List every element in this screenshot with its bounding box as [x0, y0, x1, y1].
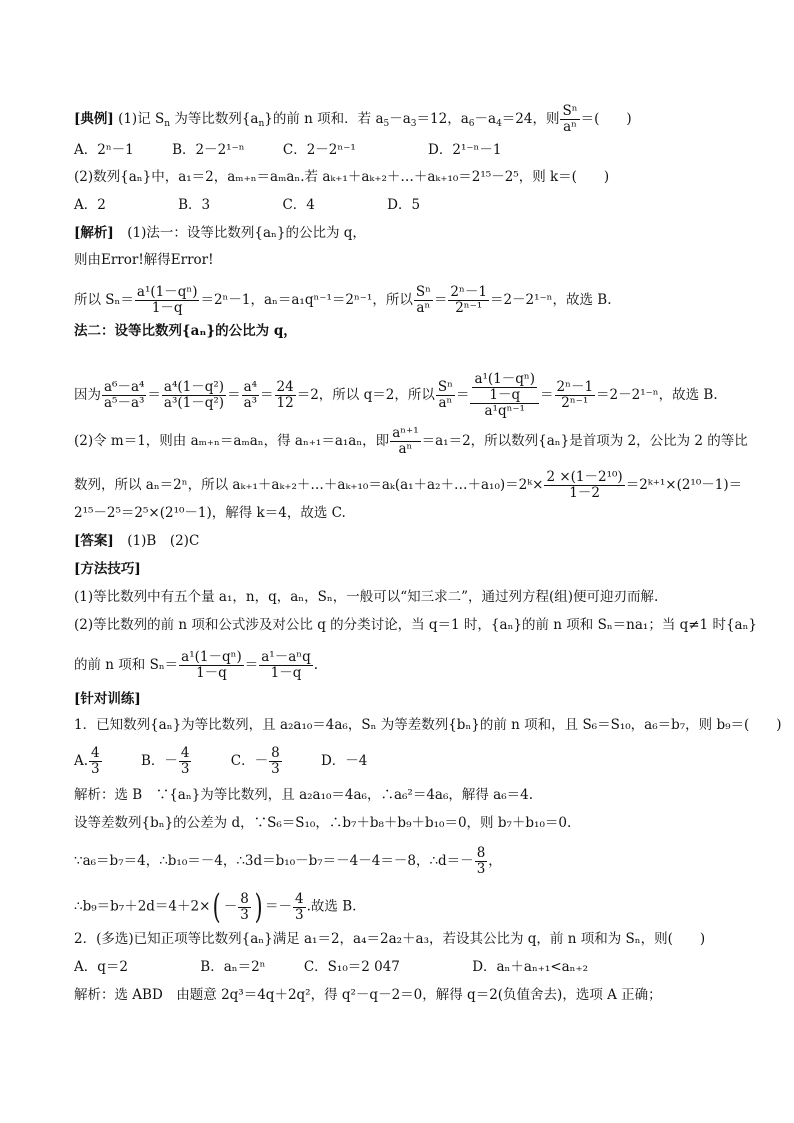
analysis-tag: [解析] [74, 225, 114, 241]
training-t2-stem: 2．(多选)已知正项等比数列{aₙ}满足 a₁＝2，a₄＝2a₂＋a₃，若设其公比为 q，前 n 项和为 Sₙ，则( ) [74, 931, 706, 947]
analysis-line4: 法二：设等比数列{aₙ}的公比为 q， [74, 323, 297, 339]
option-b: B．2－2¹⁻ⁿ [172, 142, 245, 158]
method-p3: 的前 n 项和 Sₙ＝ $\frac{\text{a¹(1－qⁿ)}}{1-q}$ ＝ $\frac{\text{a¹－aⁿq}}{1-q}$ . [74, 649, 319, 681]
option-c: C．2－2ⁿ⁻¹ [282, 142, 356, 158]
analysis-line2: 则由Error!解得Error! [74, 252, 214, 268]
example-q1-options [74, 141, 734, 159]
example-q2-options: A．2 B．3 C．4 D．5 [74, 197, 421, 213]
analysis-line8: 2¹⁵－2⁵＝2⁵×(2¹⁰－1)，解得 k＝4，故选 C. [74, 505, 346, 521]
answer-line: [答案] (1)B (2)C [74, 533, 200, 549]
training-t1-sol2: 设等差数列{bₙ}的公差为 d，∵S₆＝S₁₀，∴b₇＋b₈＋b₉＋b₁₀＝0，则 b₇＋b₁₀＝0. [74, 815, 572, 831]
method-tag: [方法技巧] [74, 561, 141, 577]
training-t1-options: A. $\frac{4}{3}$ B．－ $\frac{4}{3}$ C．－ $\frac{8}{3}$ D．－4 [74, 745, 368, 777]
training-tag: [针对训练] [74, 691, 141, 707]
training-t1-sol4: ∴b₉＝b₇＋2d＝4＋2×( － $\frac{8}{3}$ ) ＝－ $\frac{4}{3}$ .故选 B. [74, 887, 357, 927]
method-p2: (2)等比数列的前 n 项和公式涉及对公比 q 的分类讨论，当 q＝1 时，{aₙ}的前 n 项和 Sₙ＝na₁；当 q≠1 时{aₙ} [74, 617, 758, 633]
training-t1-sol1: 解析：选 B ∵{aₙ}为等比数列，且 a₂a₁₀＝4a₆，∴a₆²＝4a₆，解得 a₆＝4. [74, 787, 534, 803]
training-t2-options: A．q＝2 B．aₙ＝2ⁿ C．S₁₀＝2 047 D．aₙ＋aₙ₊₁<aₙ₊₂ [74, 959, 589, 975]
answer-tag: [答案] [74, 533, 114, 549]
analysis-line1: [解析] (1)法一：设等比数列{aₙ}的公比为 q， [74, 225, 366, 241]
method-p1: (1)等比数列中有五个量 a₁，n，q，aₙ，Sₙ，一般可以“知三求二”，通过列方程(组)便可迎刃而解. [74, 589, 659, 605]
training-t1-stem: 1．已知数列{aₙ}为等比数列，且 a₂a₁₀＝4a₆，Sₙ 为等差数列{bₙ}的前 n 项和，且 S₆＝S₁₀，a₆＝b₇，则 b₉＝( ) [74, 717, 782, 733]
analysis-line5: 因为 $\frac{\text{a⁶－a⁴}}{\text{a⁵－a³}}$ ＝ $\frac{\text{a⁴(1－q²)}}{\text{a³(1－q²)}}$ ＝ $\frac{\text{a⁴}}{\text{a³}}$ ＝ $\frac{24}{12}$ ＝2，所以 q＝2，所以 $\frac{\text{Sⁿ}}{\text{aⁿ}}$ ＝ $\frac{\frac{\text{a¹(1－qⁿ)}}{1-q}}{\text{a¹qⁿ⁻¹}}$ ＝ $\frac{\text{2ⁿ－1}}{\text{2ⁿ⁻¹}}$ ＝2－2¹⁻ⁿ，故选 B. [74, 371, 718, 419]
option-d: D．2¹⁻ⁿ－1 [428, 142, 502, 158]
example-q1-stem: [典例] (1)记 $S_n$ 为等比数列$\{a_n\}$的前 n 项和．若 $a_5-a_3=12$，$a_6-a_4=24$，则 $\frac{\text{Sⁿ}}{\text{aⁿ}}$ ＝( ) [74, 103, 632, 135]
analysis-line6: (2)令 m＝1，则由 aₘ₊ₙ＝aₘaₙ，得 aₙ₊₁＝a₁aₙ，即 $\frac{\text{aⁿ⁺¹}}{\text{aⁿ}}$ ＝a₁＝2，所以数列{aₙ}是首项为 2，公比为 2 的等比 [74, 425, 748, 457]
analysis-line7: 数列，所以 aₙ＝2ⁿ，所以 aₖ₊₁＋aₖ₊₂＋…＋aₖ₊₁₀＝aₖ(a₁＋a₂＋…＋a₁₀)＝2ᵏ× $\frac{\text{2 ×(1－2¹⁰)}}{1-2}$ ＝2ᵏ⁺¹×(2¹⁰－1)＝ [74, 469, 743, 501]
analysis-line3: 所以 Sₙ＝ $\frac{\text{a¹(1－qⁿ)}}{1-q}$ ＝2ⁿ－1，aₙ＝a₁qⁿ⁻¹＝2ⁿ⁻¹，所以 $\frac{\text{Sⁿ}}{\text{aⁿ}}$ ＝ $\frac{\text{2ⁿ－1}}{\text{2ⁿ⁻¹}}$ ＝2－2¹⁻ⁿ，故选 B. [74, 284, 612, 316]
example-tag: [典例] [74, 111, 114, 127]
example-q2-stem: (2)数列{aₙ}中，a₁＝2，aₘ₊ₙ＝aₘaₙ.若 aₖ₊₁＋aₖ₊₂＋…＋aₖ₊₁₀＝2¹⁵－2⁵，则 k＝( ) [74, 169, 610, 185]
training-t1-sol3: ∵a₆＝b₇＝4，∴b₁₀＝－4，∴3d＝b₁₀－b₇＝－4－4＝－8，∴d＝－ $\frac{8}{3}$ ， [74, 845, 502, 877]
fraction-sn-an: $\frac{\text{Sⁿ}}{\text{aⁿ}}$ [562, 103, 578, 135]
option-a: A．2ⁿ－1 [74, 142, 134, 158]
training-t2-sol: 解析：选 ABD 由题意 2q³＝4q＋2q²，得 q²－q－2＝0，解得 q＝2(负值舍去)，选项 A 正确； [74, 987, 662, 1003]
